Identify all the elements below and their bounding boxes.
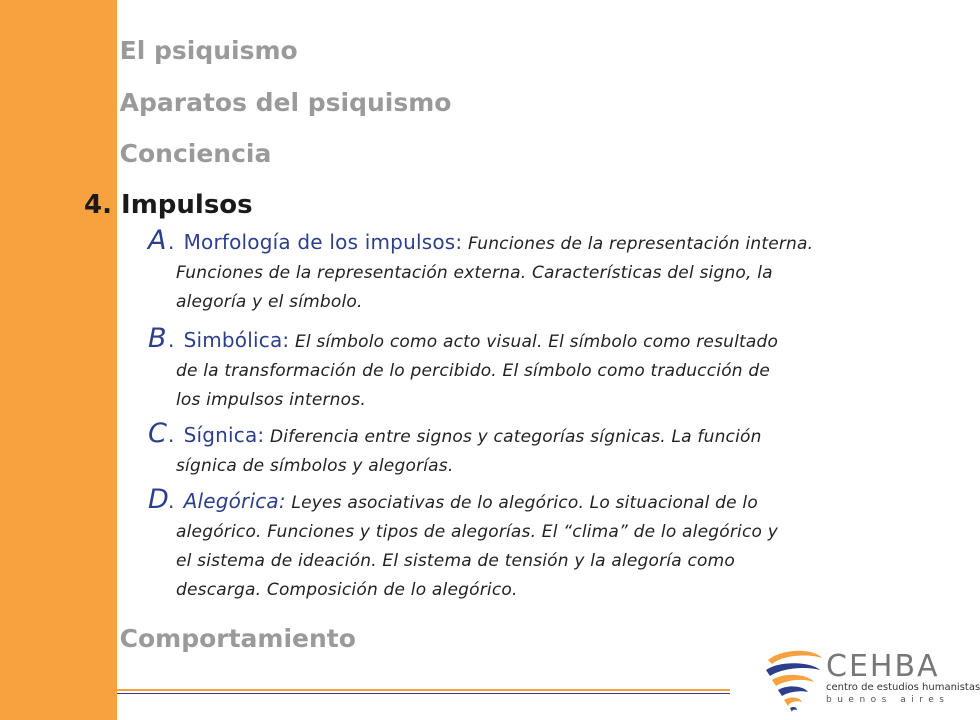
subsection-b <box>148 324 928 415</box>
subsection-line: sígnica de símbolos y alegorías. <box>176 456 454 476</box>
subsection-heading: Alegórica: <box>183 489 286 513</box>
section-2 <box>84 88 452 118</box>
subsection-line: el sistema de ideación. El sistema de tensión y la alegoría como <box>176 551 735 571</box>
subsection-a <box>148 226 928 317</box>
logo-tagline-block <box>826 681 980 707</box>
subsection-dot: . <box>168 230 175 254</box>
section-number: 5. <box>84 624 111 653</box>
logo-tagline: centro de estudios humanistas <box>826 682 980 693</box>
subsection-line1: El símbolo como acto visual. El símbolo como resultado <box>294 332 779 352</box>
subsection-d <box>148 485 928 605</box>
section-5 <box>84 624 356 654</box>
subsection-letter: A <box>148 225 167 256</box>
footer-rule-blue <box>117 693 730 694</box>
section-3 <box>84 139 271 169</box>
subsection-dot: . <box>168 423 175 447</box>
section-title: Impulsos <box>121 190 253 220</box>
section-number: 2. <box>84 88 111 117</box>
section-title: El psiquismo <box>119 36 298 65</box>
subsection-line: descarga. Composición de lo alegórico. <box>176 580 518 600</box>
subsection-letter: C <box>148 418 168 449</box>
logo-city: buenos aires <box>826 695 950 705</box>
subsection-line1: Diferencia entre signos y categorías sígnicas. La función <box>269 427 762 447</box>
footer-rule-orange <box>117 689 730 691</box>
section-number: 4. <box>84 190 112 220</box>
subsection-line1: Funciones de la representación interna. <box>467 234 814 254</box>
swirl-icon <box>766 651 822 712</box>
section-4 <box>84 190 253 220</box>
section-title: Aparatos del psiquismo <box>119 88 452 117</box>
subsection-line: alegoría y el símbolo. <box>176 292 363 312</box>
subsection-heading: Morfología de los impulsos: <box>183 230 463 254</box>
section-1 <box>84 36 298 66</box>
subsection-line1: Leyes asociativas de lo alegórico. Lo situacional de lo <box>291 493 758 513</box>
logo-wordmark: CEHBA <box>826 649 940 684</box>
subsection-line: los impulsos internos. <box>176 390 366 410</box>
section-number: 3. <box>84 139 111 168</box>
section-number: 1. <box>84 36 111 65</box>
subsection-line: alegórico. Funciones y tipos de alegorías. El “clima” de lo alegórico y <box>176 522 778 542</box>
subsection-letter: B <box>148 323 167 354</box>
section-title: Conciencia <box>119 139 272 168</box>
subsection-c <box>148 419 928 481</box>
subsection-line: de la transformación de lo percibido. El símbolo como traducción de <box>176 361 771 381</box>
subsection-heading: Sígnica: <box>183 423 265 447</box>
subsection-dot: . <box>168 489 175 513</box>
subsection-letter: D <box>148 484 169 515</box>
subsection-heading: Simbólica: <box>183 328 290 352</box>
section-title: Comportamiento <box>119 624 356 653</box>
subsection-line: Funciones de la representación externa. Características del signo, la <box>176 263 773 283</box>
subsection-dot: . <box>168 328 175 352</box>
